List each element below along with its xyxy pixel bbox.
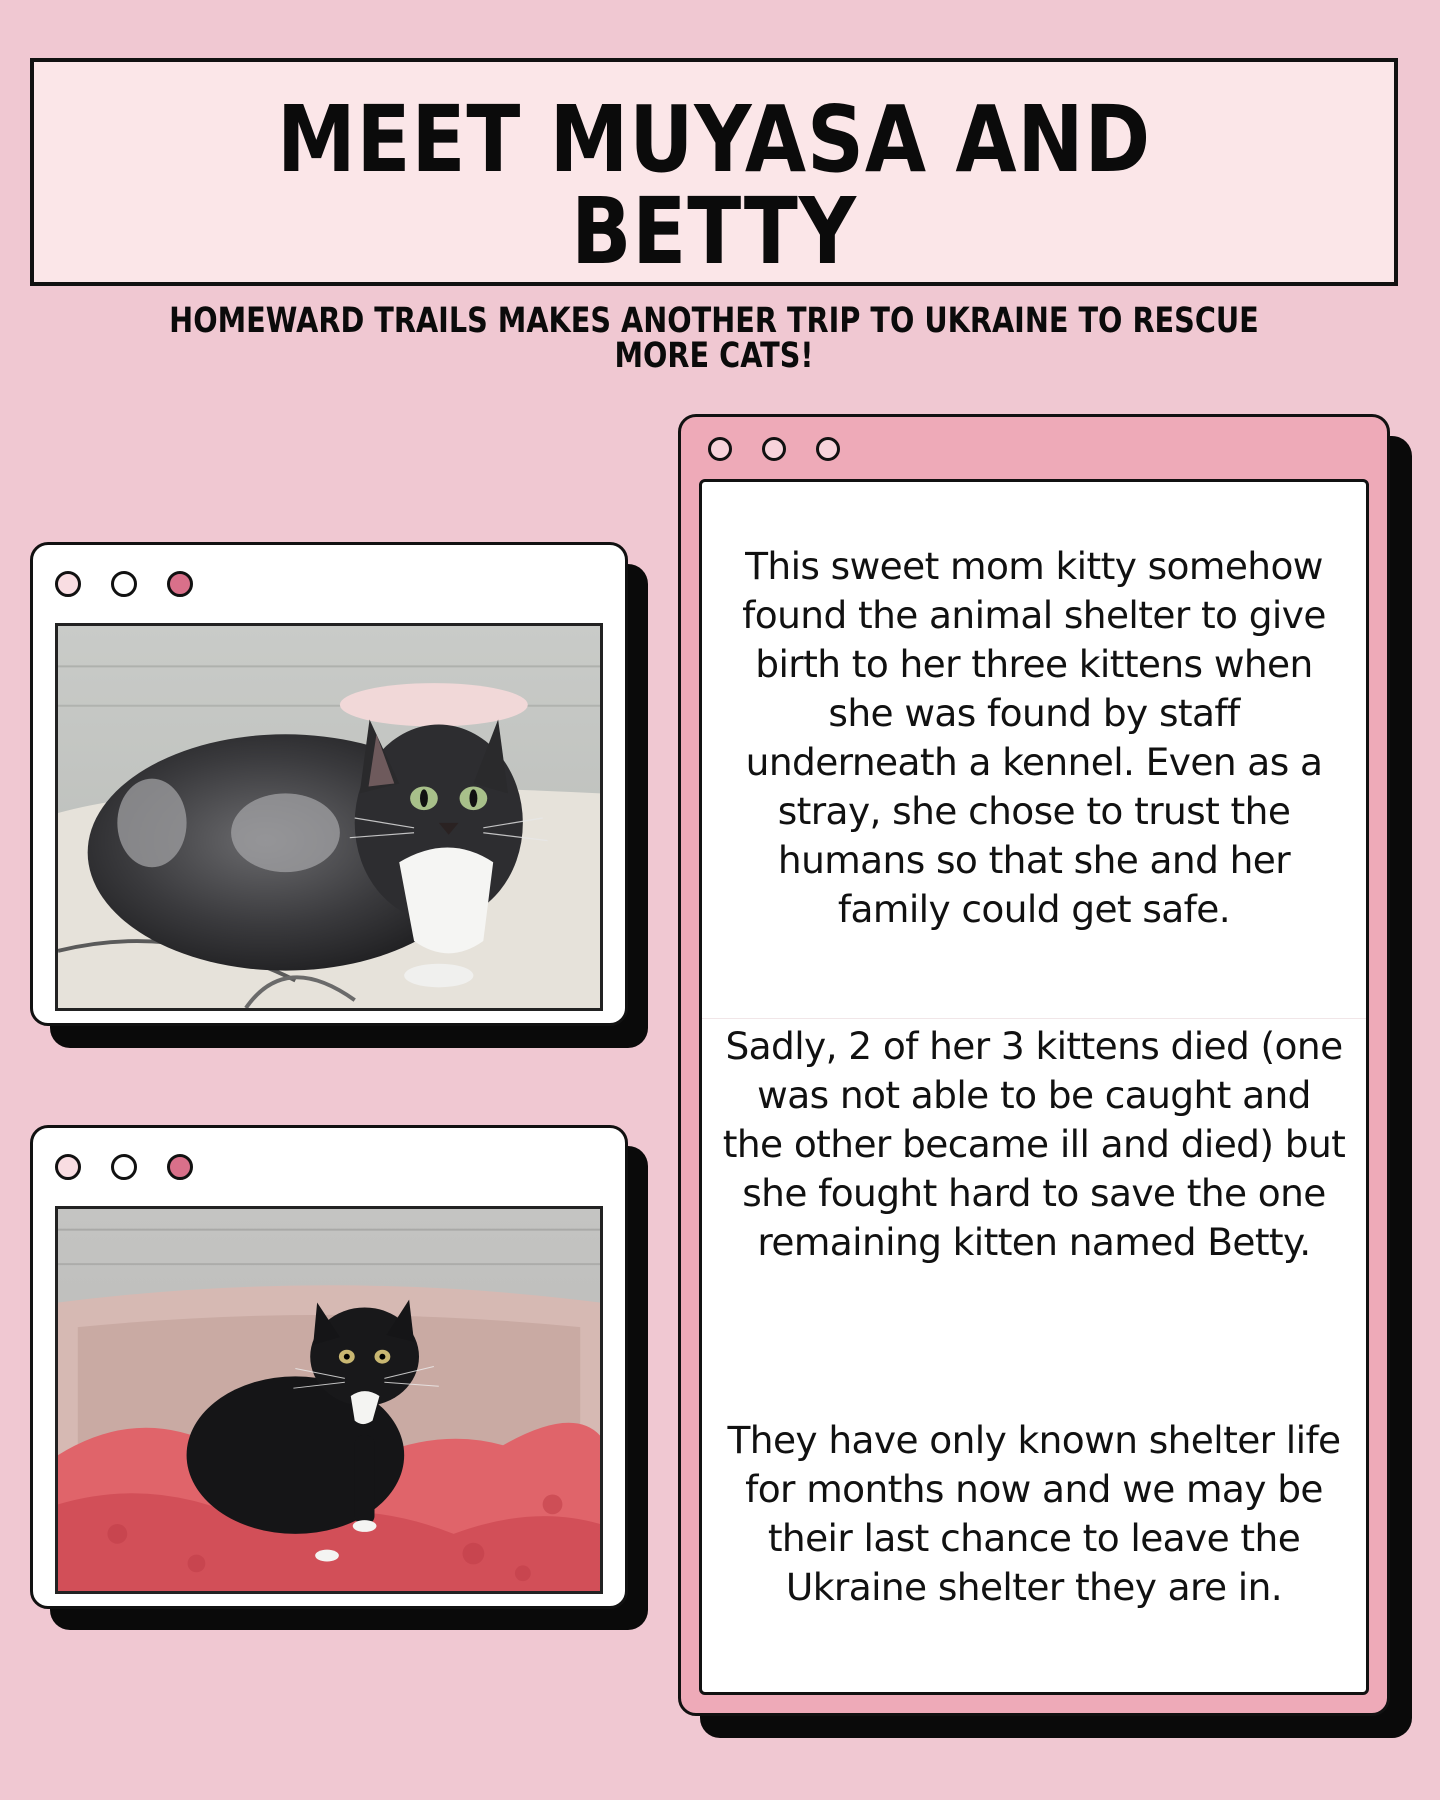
window-dot-white <box>111 1154 137 1180</box>
photo-window-betty <box>30 1125 628 1609</box>
muyasa-photo-illustration <box>58 626 600 1008</box>
window-dot-accent <box>167 1154 193 1180</box>
story-paragraph-2: Sadly, 2 of her 3 kittens died (one was not able to be caught and the other became ill and died) but she fought hard to save the one remaining kitten named Betty. <box>722 1024 1346 1264</box>
paragraph-divider <box>702 1018 1366 1019</box>
story-text-panel <box>699 479 1369 1695</box>
window-dot-light <box>55 1154 81 1180</box>
window-dot-light <box>55 571 81 597</box>
window-dot-light <box>762 437 786 461</box>
page-title: MEET MUYASA AND BETTY <box>276 86 1152 285</box>
photo-window-muyasa <box>30 542 628 1026</box>
window-controls <box>708 437 840 461</box>
window-dot-light <box>816 437 840 461</box>
window-controls <box>55 571 193 597</box>
page-subtitle: HOMEWARD TRAILS MAKES ANOTHER TRIP TO UKRAINE TO RESCUE MORE CATS! <box>169 301 1259 376</box>
cat-photo-muyasa <box>55 623 603 1011</box>
window-dot-accent <box>167 571 193 597</box>
window-dot-white <box>111 571 137 597</box>
window-dot-light <box>708 437 732 461</box>
story-paragraph-1: This sweet mom kitty somehow found the animal shelter to give birth to her three kittens when she was found by staff underneath a kennel. Even as a stray, she chose to trust the humans so that she and her family could get safe. <box>742 544 1326 931</box>
story-window <box>678 414 1390 1716</box>
window-controls <box>55 1154 193 1180</box>
story-paragraph-3: They have only known shelter life for months now and we may be their last chance to leave the Ukraine shelter they are in. <box>727 1418 1341 1609</box>
betty-photo-illustration <box>58 1209 600 1591</box>
title-banner <box>30 58 1398 376</box>
cat-photo-betty <box>55 1206 603 1594</box>
